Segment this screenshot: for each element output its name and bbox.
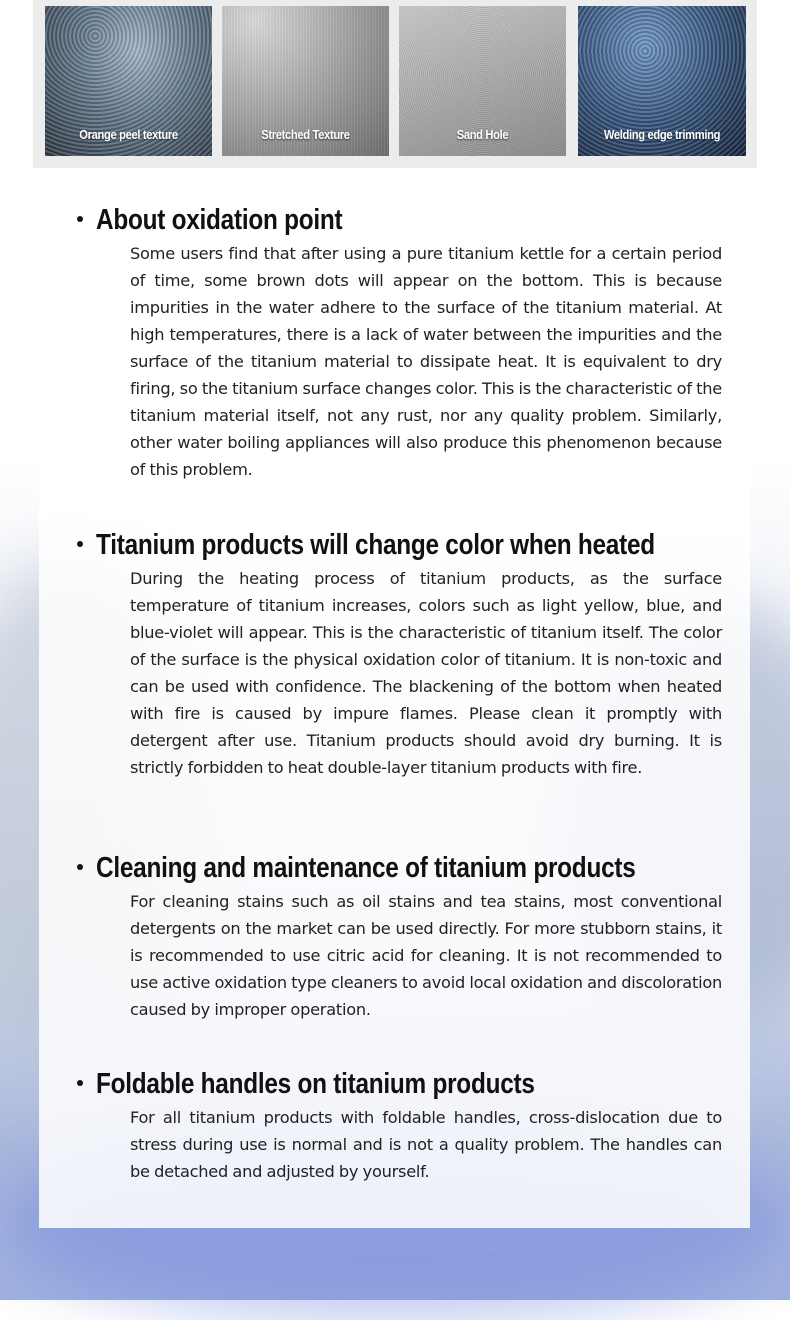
texture-tile-welding-edge (578, 6, 746, 156)
section-oxidation-point (39, 202, 750, 483)
section-color-change (39, 527, 750, 781)
section-cleaning (39, 850, 750, 1023)
section-heading: About oxidation point (96, 204, 343, 236)
texture-label: Stretched Texture (261, 127, 350, 142)
bullet-icon (77, 541, 83, 547)
section-body: Some users find that after using a pure titanium kettle for a certain period of time, some brown dots will appear on the bottom. This is because impurities in the water adhere to the surface of the titanium material. At high temperatures, there is a lack of water between the impurities and the surface of the titanium material to dissipate heat. It is equivalent to dry firing, so the titanium surface changes color. This is the characteristic of the titanium material itself, not any rust, nor any quality problem. Similarly, other water boiling appliances will also produce this phenomenon because of this problem. (130, 244, 722, 479)
bullet-icon (77, 216, 83, 222)
bullet-icon (77, 864, 83, 870)
section-body: During the heating process of titanium products, as the surface temperature of titanium increases, colors such as light yellow, blue, and blue-violet will appear. This is the characteristic of titanium itself. The color of the surface is the physical oxidation color of titanium. It is non-toxic and can be used with confidence. The blackening of the bottom when heated with fire is caused by impure flames. Please clean it promptly with detergent after use. Titanium products should avoid dry burning. It is strictly forbidden to heat double-layer titanium products with fire. (130, 569, 722, 777)
section-body: For cleaning stains such as oil stains and tea stains, most conventional detergents on the market can be used directly. For more stubborn stains, it is recommended to use citric acid for cleaning. It is not recommended to use active oxidation type cleaners to avoid local oxidation and discoloration caused by improper operation. (130, 892, 722, 1019)
content-panel (39, 176, 750, 1228)
texture-label: Orange peel texture (79, 127, 178, 142)
section-foldable-handles (39, 1066, 750, 1185)
texture-tile-stretched (222, 6, 389, 156)
texture-tile-orange-peel (45, 6, 212, 156)
texture-strip (33, 0, 757, 168)
section-body: For all titanium products with foldable handles, cross-dislocation due to stress during use is normal and is not a quality problem. The handles can be detached and adjusted by yourself. (130, 1108, 722, 1181)
texture-label: Sand Hole (456, 127, 509, 142)
bullet-icon (77, 1080, 83, 1086)
texture-tile-sand-hole (399, 6, 566, 156)
section-heading: Cleaning and maintenance of titanium products (96, 852, 636, 884)
section-heading: Foldable handles on titanium products (96, 1068, 535, 1100)
section-heading: Titanium products will change color when heated (96, 529, 655, 561)
texture-label: Welding edge trimming (603, 127, 721, 142)
